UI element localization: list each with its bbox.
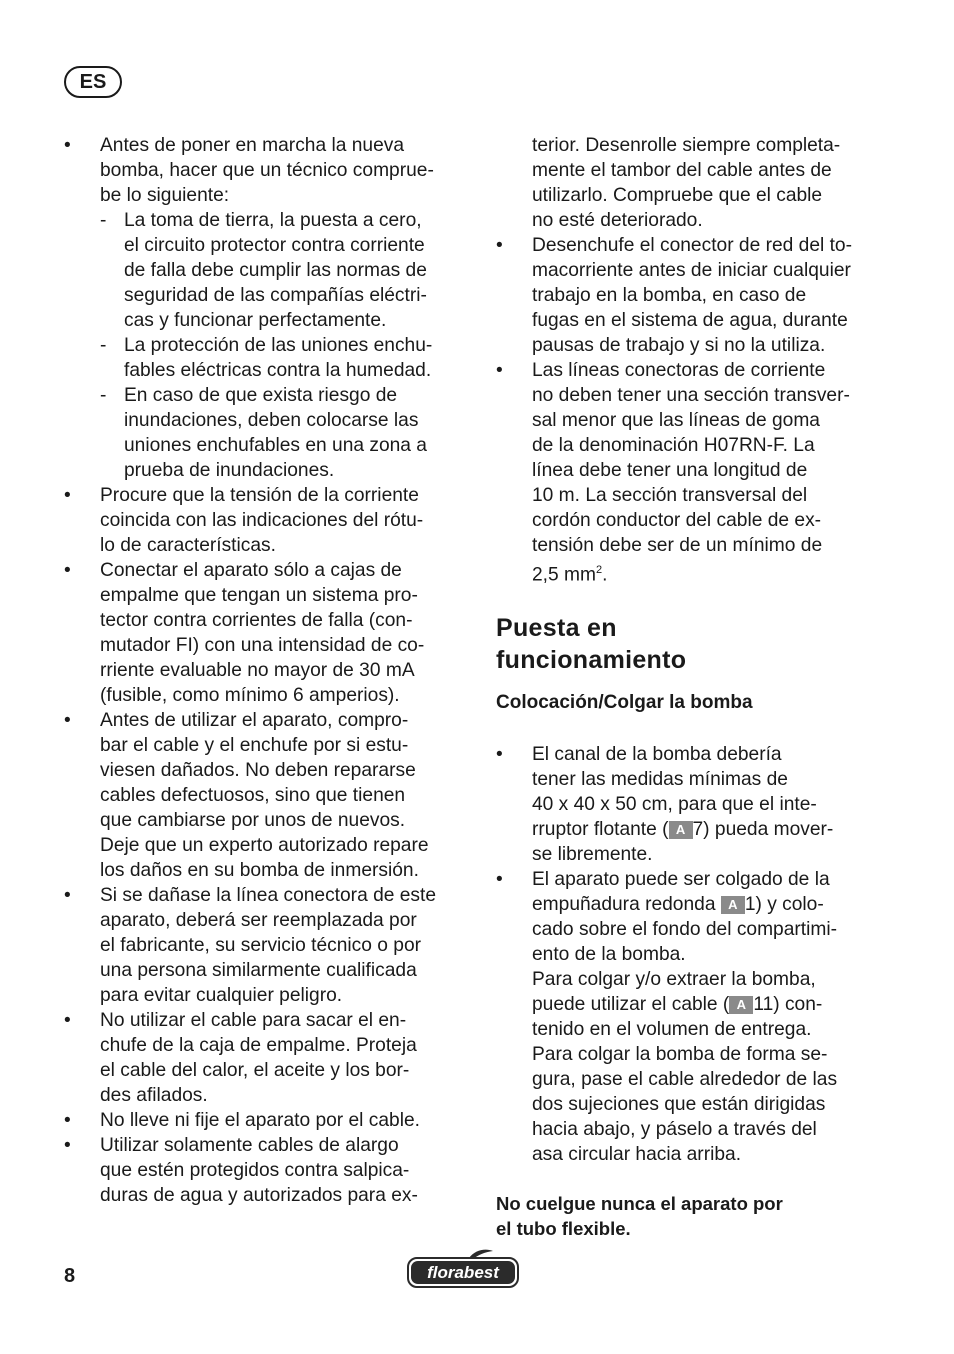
list-item: • El canal de la bomba debería tener las medidas mínimas de 40 x 40 x 50 cm, para que el inte- rruptor flotante ( A 7) pueda mover- se libremente.: [496, 744, 834, 866]
bullet-icon: •: [496, 869, 503, 891]
florabest-logo: [405, 1248, 521, 1290]
sub-list-item: - En caso de que exista riesgo de inundaciones, deben colocarse las uniones enchufables en una zona a prueba de inundaciones.: [100, 385, 427, 481]
setup-list: [496, 742, 861, 1167]
bullet-icon: •: [496, 744, 503, 766]
list-item: • Utilizar solamente cables de alargo que estén protegidos contra salpica- duras de agua y autorizados para ex-: [64, 1135, 418, 1206]
figure-a-icon: A: [729, 996, 753, 1014]
page-number: 8: [64, 1265, 76, 1287]
bullet-icon: •: [64, 560, 71, 581]
bullet-icon: •: [64, 135, 71, 156]
list-item: • Desenchufe el conector de red del to- macorriente antes de iniciar cualquier trabajo en la bomba, en caso de fugas en el sistema de agua, durante pausas de trabajo y si no la utiliza.: [496, 235, 852, 356]
sub-list-item: - La protección de las uniones enchu- fables eléctricas contra la humedad.: [100, 335, 433, 381]
list-item: • Si se dañase la línea conectora de este aparato, deberá ser reemplazada por el fabricante, su servicio técnico o por una persona similarmente cualificada para evitar cualquier peligro.: [64, 885, 437, 1006]
list-item: • No utilizar el cable para sacar el en- chufe de la caja de empalme. Proteja el cable del calor, el aceite y los bor- des afilados.: [64, 1010, 417, 1106]
right-column: [496, 133, 861, 1241]
warning-note: No cuelgue nunca el aparato por el tubo flexible.: [496, 1193, 783, 1240]
bullet-icon: •: [64, 1135, 71, 1156]
list-item: • No lleve ni fije el aparato por el cable.: [64, 1110, 420, 1131]
sub-list-item: - La toma de tierra, la puesta a cero, el circuito protector contra corriente de falla debe cumplir las normas de seguridad de las compañías eléctri- cas y funcionar perfectamente.: [100, 210, 427, 331]
safety-list-left: [64, 133, 454, 1208]
figure-a-icon: A: [721, 896, 745, 914]
list-item: • Procure que la tensión de la corriente coincida con las indicaciones del rótu- lo de características.: [64, 485, 424, 556]
bullet-icon: •: [496, 360, 503, 381]
safety-list-right: [496, 233, 861, 587]
dash-icon: -: [100, 210, 107, 231]
list-item: • El aparato puede ser colgado de la empuñadura redonda A 1) y colo- cado sobre el fondo del compartimi- ento de la bomba. Para colgar y/o extraer la bomba, puede utilizar el cable ( A 11) con- tenido en el volumen de entrega. Para colgar la bomba de forma se- gura, pase el cable alrededor de las dos sujeciones que están dirigidas hacia abajo, y páselo a través del asa circular hacia arriba.: [496, 869, 838, 1166]
dash-icon: -: [100, 385, 107, 406]
figure-a-icon: A: [669, 821, 693, 839]
dash-icon: -: [100, 335, 107, 356]
list-item: • Conectar el aparato sólo a cajas de empalme que tengan un sistema pro- tector contra corrientes de falla (con- mutador FI) con una intensidad de co- rriente evaluable no mayor de 30 mA (fusible, como mínimo 6 amperios).: [64, 560, 425, 706]
language-badge: ES: [64, 66, 122, 98]
continued-text: terior. Desenrolle siempre completa- mente el tambor del cable antes de utilizarlo. Compruebe que el cable no esté deteriorado.: [532, 135, 841, 231]
bullet-icon: •: [496, 235, 503, 256]
sub-list: [100, 208, 454, 483]
left-column: [64, 133, 454, 1208]
list-item: [64, 133, 454, 483]
bullet-icon: •: [64, 885, 71, 906]
svg-text:florabest: florabest: [427, 1263, 499, 1282]
bullet-icon: •: [64, 710, 71, 731]
bullet-icon: •: [64, 1110, 71, 1131]
subsection-heading: Colocación/Colgar la bomba: [496, 692, 753, 714]
bullet-text: Antes de poner en marcha la nueva bomba, hacer que un técnico comprue- be lo siguiente:: [100, 135, 434, 206]
list-item: • Antes de utilizar el aparato, compro- bar el cable y el enchufe por si estu- viesen dañados. No deben repararse cables defectuosos, sino que tienen que cambiarse por unos de nuevos. Deje que un experto autorizado repare los daños en su bomba de inmersión.: [64, 710, 429, 881]
bullet-icon: •: [64, 1010, 71, 1031]
section-heading: Puesta en funcionamiento: [496, 614, 687, 675]
list-item: • Las líneas conectoras de corriente no deben tener una sección transver- sal menor que las líneas de goma de la denominación H07RN-F. La línea debe tener una longitud de 10 m. La sección transversal del cordón conductor del cable de ex- tensión debe ser de un mínimo de 2,5 $mm^2$.: [496, 360, 850, 586]
bullet-icon: •: [64, 485, 71, 506]
